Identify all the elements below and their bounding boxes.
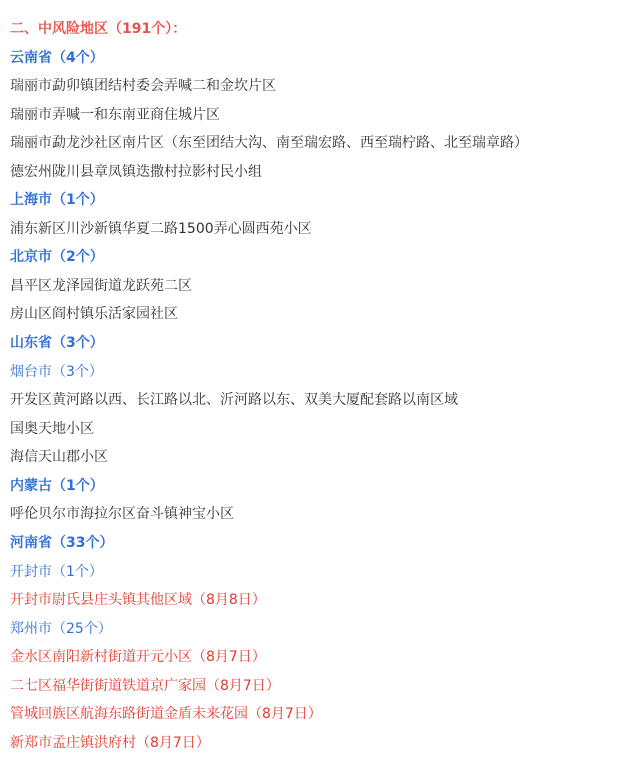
province-heading-henan: 河南省（33个） [10, 535, 114, 551]
province-heading-yunnan: 云南省（4个） [10, 50, 104, 66]
area-item: 德宏州陇川县章凤镇迭撒村拉影村民小组 [10, 164, 262, 180]
area-item: 浦东新区川沙新镇华夏二路1500弄心圆西苑小区 [10, 221, 312, 237]
area-item: 房山区阎村镇乐活家园社区 [10, 306, 178, 322]
city-heading-yantai: 烟台市（3个） [10, 364, 103, 380]
area-item: 呼伦贝尔市海拉尔区奋斗镇神宝小区 [10, 506, 234, 522]
province-heading-neimenggu: 内蒙古（1个） [10, 478, 104, 494]
area-item-dated: 管城回族区航海东路街道金盾未来花园（8月7日） [10, 706, 322, 722]
area-item: 瑞丽市勐卯镇团结村委会弄喊二和金坎片区 [10, 78, 276, 94]
area-item: 国奥天地小区 [10, 421, 94, 437]
area-item-dated: 新郑市孟庄镇洪府村（8月7日） [10, 735, 210, 751]
area-item-dated: 二七区福华街街道铁道京广家园（8月7日） [10, 678, 280, 694]
province-heading-shandong: 山东省（3个） [10, 335, 104, 351]
city-heading-kaifeng: 开封市（1个） [10, 564, 103, 580]
area-item: 瑞丽市勐龙沙社区南片区（东至团结大沟、南至瑞宏路、西至瑞柠路、北至瑞章路） [10, 135, 528, 151]
area-item-dated: 开封市尉氏县庄头镇其他区域（8月8日） [10, 592, 266, 608]
area-item: 海信天山郡小区 [10, 449, 108, 465]
city-heading-zhengzhou: 郑州市（25个） [10, 621, 112, 637]
area-item: 瑞丽市弄喊一和东南亚商住城片区 [10, 107, 220, 123]
province-heading-shanghai: 上海市（1个） [10, 192, 104, 208]
area-item: 开发区黄河路以西、长江路以北、沂河路以东、双美大厦配套路以南区域 [10, 392, 458, 408]
area-item: 昌平区龙泽园街道龙跃苑二区 [10, 278, 192, 294]
area-item-dated: 金水区南阳新村街道开元小区（8月7日） [10, 649, 266, 665]
section-title: 二、中风险地区（191个）： [10, 21, 187, 37]
province-heading-beijing: 北京市（2个） [10, 249, 104, 265]
